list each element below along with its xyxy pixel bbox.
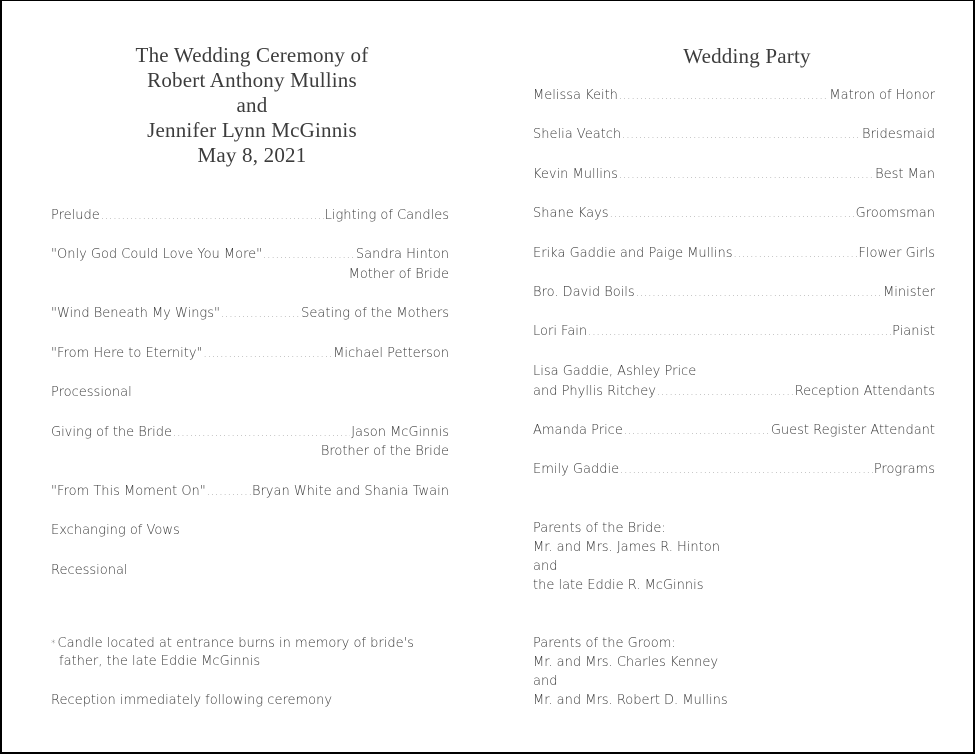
program-item: Prelude ..... Lighting of Candles — [51, 206, 449, 226]
program-item: "Only God Could Love You More" ..... Sandra Hinton — [51, 245, 449, 265]
dot-leader — [101, 207, 324, 226]
wedding-date: May 8, 2021 — [197, 143, 307, 167]
dot-leader — [619, 166, 874, 185]
party-member: Emily Gaddie ..... Programs — [533, 460, 935, 480]
parents-of-bride-heading: Parents of the Bride: — [533, 521, 666, 536]
party-member: Melissa Keith ..... Matron of Honor — [533, 86, 935, 106]
party-member: Lori Fain ..... Pianist — [533, 322, 935, 342]
parents-of-groom-line: Mr. and Mrs. Charles Kenney — [533, 655, 719, 670]
dot-leader — [610, 205, 855, 224]
program-item: "From Here to Eternity" ..... Michael Petterson — [51, 344, 449, 364]
parents-of-groom-heading: Parents of the Groom: — [533, 636, 676, 651]
parents-of-bride-line: and — [533, 559, 558, 574]
dot-leader — [624, 422, 770, 441]
dot-leader — [619, 87, 829, 106]
program-item: "From This Moment On" ..... Bryan White and Shania Twain — [51, 482, 449, 502]
ceremony-title — [62, 43, 442, 168]
program-item: Recessional — [51, 563, 128, 578]
dot-leader — [657, 383, 794, 402]
dot-leader — [221, 305, 300, 324]
dot-leader — [620, 461, 873, 480]
dot-leader — [588, 323, 891, 342]
party-member: Kevin Mullins ..... Best Man — [533, 165, 935, 185]
dot-leader — [734, 245, 858, 264]
party-member-name-line: Lisa Gaddie, Ashley Price — [533, 364, 697, 379]
bride-name: Jennifer Lynn McGinnis — [147, 118, 357, 142]
memorial-footnote: * Candle located at entrance burns in memory of bride's father, the late Eddie McGinnis — [51, 636, 414, 669]
dot-leader — [204, 345, 333, 364]
program-item-subtitle: Mother of Bride — [348, 267, 449, 282]
dot-leader — [622, 126, 861, 145]
asterisk: * — [51, 639, 56, 649]
wedding-party-title: Wedding Party — [683, 44, 811, 68]
party-member: Bro. David Boils ..... Minister — [533, 283, 935, 303]
program-item: Giving of the Bride ..... Jason McGinnis — [51, 423, 449, 443]
party-member: Shane Kays ..... Groomsman — [533, 204, 935, 224]
party-member: Erika Gaddie and Paige Mullins ..... Flower Girls — [533, 244, 935, 264]
groom-name: Robert Anthony Mullins — [147, 68, 357, 92]
program-item: Exchanging of Vows — [51, 523, 180, 538]
dot-leader — [207, 483, 251, 502]
title-line: The Wedding Ceremony of — [135, 43, 369, 67]
party-member: and Phyllis Ritchey ..... Reception Attendants — [533, 382, 935, 402]
party-member: Amanda Price ..... Guest Register Attendant — [533, 421, 935, 441]
title-conjunction: and — [236, 93, 268, 117]
parents-of-groom-line: and — [533, 674, 558, 689]
program-item: "Wind Beneath My Wings" ..... Seating of the Mothers — [51, 304, 449, 324]
reception-note: Reception immediately following ceremony — [51, 693, 333, 708]
program-item-subtitle: Brother of the Bride — [320, 444, 449, 459]
party-member: Shelia Veatch ..... Bridesmaid — [533, 125, 935, 145]
program-item: Processional — [51, 385, 132, 400]
dot-leader — [636, 284, 882, 303]
dot-leader — [263, 246, 355, 265]
parents-of-bride-line: the late Eddie R. McGinnis — [533, 578, 704, 593]
parents-of-bride-line: Mr. and Mrs. James R. Hinton — [533, 540, 720, 555]
parents-of-groom-line: Mr. and Mrs. Robert D. Mullins — [533, 693, 728, 708]
dot-leader — [173, 424, 350, 443]
